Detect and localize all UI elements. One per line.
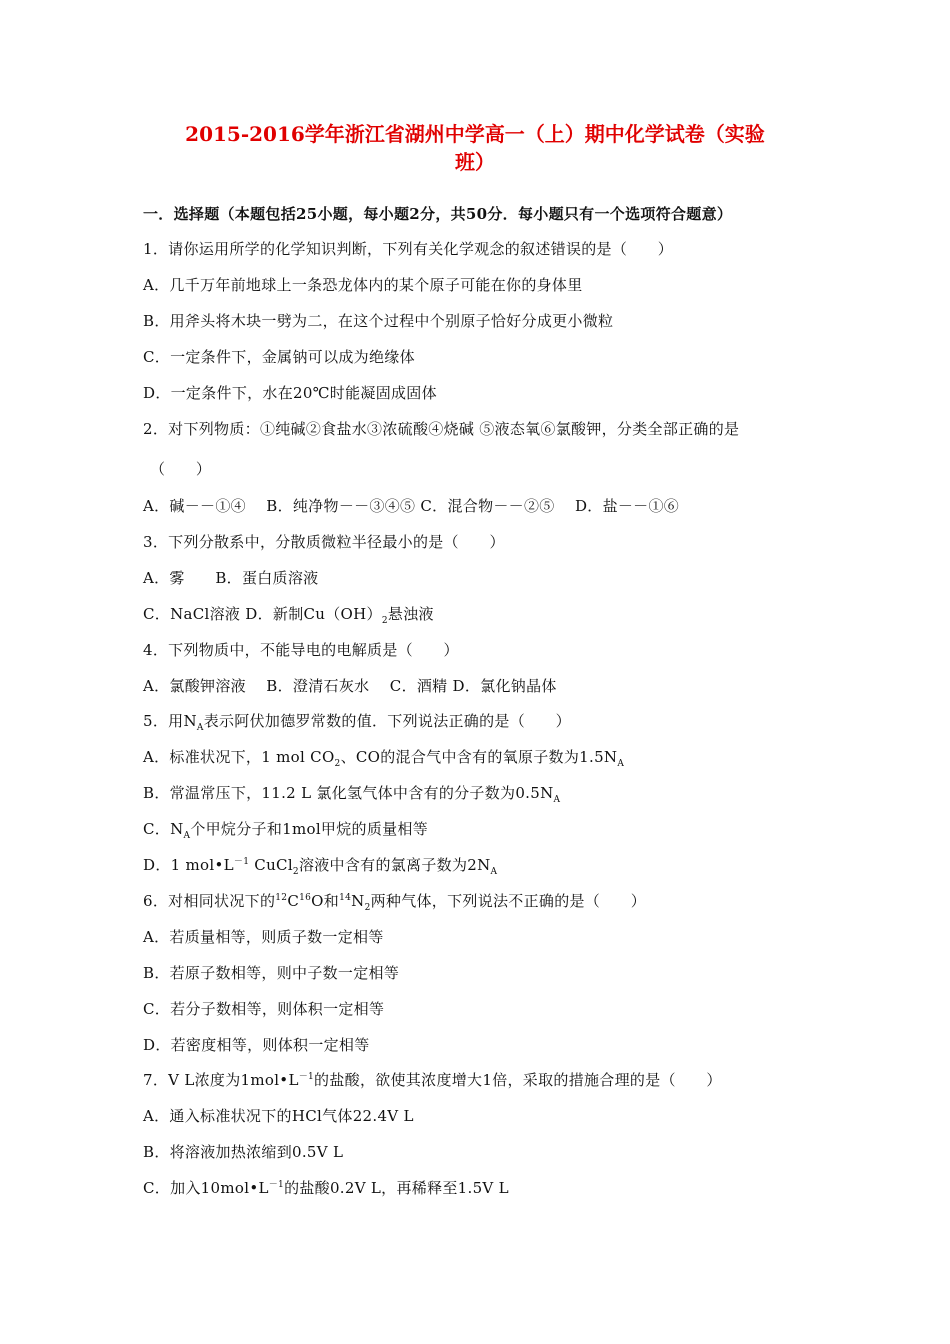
exam-title — [100, 120, 850, 176]
q7-stem-text-end: 的盐酸，欲使其浓度增大1倍，采取的措施合理的是（ ） — [314, 1071, 722, 1089]
q7-stem — [143, 1069, 722, 1090]
q6-option-a: A．若质量相等，则质子数一定相等 — [143, 928, 384, 946]
q6-option-c: C．若分子数相等，则体积一定相等 — [143, 1000, 385, 1018]
q4-options: A．氯酸钾溶液 B．澄清石灰水 C．酒精 D．氯化钠晶体 — [143, 677, 557, 695]
q7-option-c — [143, 1177, 509, 1198]
q1-stem: 1．请你运用所学的化学知识判断，下列有关化学观念的叙述错误的是（ ） — [143, 240, 674, 258]
q5-option-d — [143, 854, 497, 875]
q5-c-subscript: A — [183, 831, 191, 841]
q3-cd-text: C．NaCl溶液 D．新制Cu（OH） — [143, 605, 382, 623]
q6-carbon: C — [287, 892, 300, 910]
q5-a-text: A．标准状况下，1 mol CO — [143, 748, 335, 766]
q5-option-a — [143, 746, 624, 767]
q5-stem-text-end: 表示阿伏加德罗常数的值．下列说法正确的是（ ） — [203, 712, 571, 730]
q1-option-a: A．几千万年前地球上一条恐龙体内的某个原子可能在你的身体里 — [143, 276, 583, 294]
q5-a-subscript1: 2 — [334, 759, 341, 769]
q5-stem-text: 5．用N — [143, 712, 197, 730]
q3-cd-text-end: 悬浊液 — [387, 605, 434, 623]
q5-d-text-mid2: 溶液中含有的氯离子数为2N — [298, 856, 491, 874]
q6-stem-text: 6．对相同状况下的 — [143, 892, 276, 910]
q2-answer-paren: （ ） — [150, 460, 212, 478]
exam-title-line1: 2015-2016学年浙江省湖州中学高一（上）期中化学试卷（实验 — [185, 122, 765, 146]
q3-stem: 3．下列分散系中，分散质微粒半径最小的是（ ） — [143, 533, 505, 551]
q7-c-superscript: －1 — [268, 1180, 285, 1190]
q6-stem — [143, 890, 646, 911]
q1-option-b: B．用斧头将木块一劈为二，在这个过程中个别原子恰好分成更小微粒 — [143, 312, 614, 330]
q6-oxygen-and: O和 — [311, 892, 340, 910]
q5-c-text: C．N — [143, 820, 184, 838]
q5-stem-subscript: A — [196, 723, 204, 733]
q3-options-ab: A．雾 B．蛋白质溶液 — [143, 569, 319, 587]
q7-stem-superscript: －1 — [298, 1072, 315, 1082]
q6-nitrogen: N — [351, 892, 365, 910]
q5-b-subscript: A — [553, 795, 561, 805]
q5-b-text: B．常温常压下，11.2 L 氯化氢气体中含有的分子数为0.5N — [143, 784, 554, 802]
q5-d-subscript2: A — [490, 867, 498, 877]
q5-d-superscript: －1 — [233, 857, 250, 867]
q3-cd-subscript: 2 — [381, 616, 388, 626]
q7-option-b: B．将溶液加热浓缩到0.5V L — [143, 1143, 344, 1161]
q5-d-text-mid: CuCl — [249, 856, 293, 874]
q7-c-text: C．加入10mol•L — [143, 1179, 269, 1197]
q6-stem-text-end: 两种气体，下列说法不正确的是（ ） — [370, 892, 646, 910]
q5-option-b — [143, 782, 560, 803]
q3-options-cd — [143, 603, 434, 624]
q7-c-text-end: 的盐酸0.2V L，再稀释至1.5V L — [284, 1179, 509, 1197]
q6-sup-12: 12 — [275, 893, 288, 903]
q6-sup-14: 14 — [339, 893, 352, 903]
q1-option-c: C．一定条件下，金属钠可以成为绝缘体 — [143, 348, 415, 366]
q4-stem: 4．下列物质中，不能导电的电解质是（ ） — [143, 641, 459, 659]
q7-stem-text: 7．V L浓度为1mol•L — [143, 1071, 299, 1089]
q5-stem — [143, 710, 571, 731]
q5-a-text-mid: 、CO的混合气中含有的氧原子数为1.5N — [340, 748, 618, 766]
q5-option-c — [143, 818, 428, 839]
q7-option-a: A．通入标准状况下的HCl气体22.4V L — [143, 1107, 414, 1125]
q6-sup-16: 16 — [299, 893, 312, 903]
q2-options: A．碱－－①④ B．纯净物－－③④⑤ C．混合物－－②⑤ D．盐－－①⑥ — [143, 497, 680, 515]
q5-c-text-end: 个甲烷分子和1mol甲烷的质量相等 — [190, 820, 429, 838]
section-heading: 一．选择题（本题包括25小题，每小题2分，共50分．每小题只有一个选项符合题意） — [143, 205, 733, 223]
q6-option-b: B．若原子数相等，则中子数一定相等 — [143, 964, 400, 982]
q1-option-d: D．一定条件下，水在20℃时能凝固成固体 — [143, 384, 437, 402]
q5-a-subscript2: A — [617, 759, 625, 769]
q5-d-subscript1: 2 — [292, 867, 299, 877]
q6-option-d: D．若密度相等，则体积一定相等 — [143, 1036, 370, 1054]
q6-sub-2: 2 — [364, 903, 371, 913]
q2-stem: 2．对下列物质：①纯碱②食盐水③浓硫酸④烧碱 ⑤液态氧⑥氯酸钾，分类全部正确的是 — [143, 420, 740, 438]
exam-title-line2: 班） — [455, 150, 495, 174]
q5-d-text: D．1 mol•L — [143, 856, 234, 874]
